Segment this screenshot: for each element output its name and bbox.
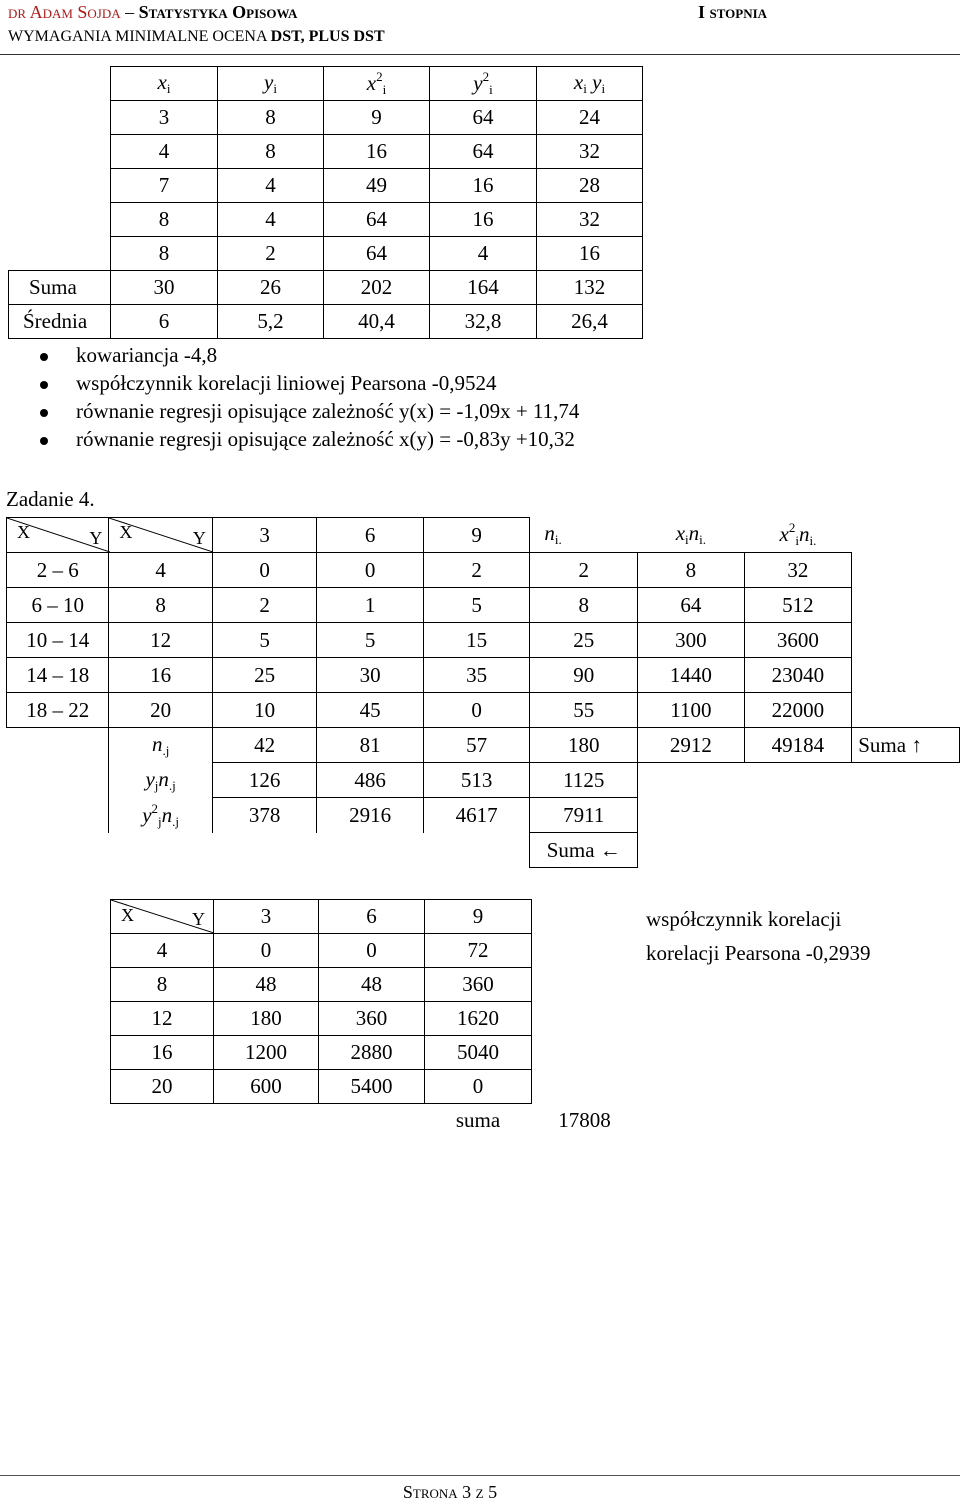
cell: 7911 [530, 798, 638, 833]
cell: 90 [530, 658, 638, 693]
class-mid: 12 [109, 623, 213, 658]
cell: 4 [218, 203, 324, 237]
cell: 25 [212, 658, 316, 693]
cell: 4617 [423, 798, 530, 833]
author-prefix: dr [8, 2, 27, 22]
mean-row [9, 305, 643, 339]
cell: 164 [430, 271, 537, 305]
cell: 486 [317, 763, 424, 798]
cell: 2 [218, 237, 324, 271]
requirements-line [8, 28, 385, 46]
table-row [111, 934, 638, 968]
cell: 81 [317, 728, 424, 763]
cell: 32 [744, 553, 852, 588]
cell: 8 [111, 237, 218, 271]
cell: 32 [537, 203, 643, 237]
cell: 12 [111, 1002, 214, 1036]
cell: 49184 [744, 728, 852, 763]
table-row [9, 101, 643, 135]
cell: 5400 [319, 1070, 425, 1104]
cell: 64 [430, 135, 537, 169]
header-xiyi: $x_i$ $y_i$ [537, 67, 643, 101]
cell: 378 [212, 798, 316, 833]
header-yi2: $y^2_i$ [430, 67, 537, 101]
header-title [8, 2, 297, 23]
cell: 45 [317, 693, 424, 728]
header-rule [0, 54, 960, 55]
class-range: 14 – 18 [7, 658, 109, 693]
table-row [7, 658, 960, 693]
cell: 32,8 [430, 305, 537, 339]
cell: 49 [324, 169, 430, 203]
cell: 64 [324, 203, 430, 237]
cell: 180 [530, 728, 638, 763]
header-x2ini: $x^2_in_{i.}$ [779, 520, 817, 549]
footer-rule [0, 1475, 960, 1476]
cell: 8 [218, 135, 324, 169]
mean-label: Średnia [9, 305, 111, 339]
class-mid: 8 [109, 588, 213, 623]
task-title: Zadanie 4. [6, 487, 95, 511]
class-range: 18 – 22 [7, 693, 109, 728]
cell: 6 [111, 305, 218, 339]
header-ni: $n_{i.}$ [544, 521, 562, 548]
cell: 40,4 [324, 305, 430, 339]
cell: 0 [425, 1070, 532, 1104]
cell: 1100 [638, 693, 745, 728]
page-number: Strona 3 z 5 [402, 1482, 498, 1502]
cell: 2 [212, 588, 316, 623]
cell: 513 [423, 763, 530, 798]
nj-label: $n_{.j}$ [109, 728, 213, 763]
cell: 55 [530, 693, 638, 728]
left-arrow-icon: ← [599, 837, 621, 862]
table-row [9, 135, 643, 169]
requirements-prefix: WYMAGANIA MINIMALNE OCENA [8, 28, 267, 45]
cell: 1440 [638, 658, 745, 693]
class-mid: 20 [109, 693, 213, 728]
cell: 2 [530, 553, 638, 588]
cell: 2916 [317, 798, 424, 833]
header-xi: $x_i$ [111, 67, 218, 101]
up-arrow-icon: ↑ [911, 732, 922, 757]
cell: 5 [317, 623, 424, 658]
page-header [0, 0, 960, 56]
subject-name: Statystyka Opisowa [138, 2, 298, 22]
cell: 16 [111, 1036, 214, 1070]
class-range: 6 – 10 [7, 588, 109, 623]
study-level: I stopnia [698, 2, 768, 22]
cell: 42 [212, 728, 316, 763]
y-value-header: 6 [319, 900, 425, 934]
cell: 0 [317, 553, 424, 588]
table-row [9, 169, 643, 203]
cell: 4 [430, 237, 537, 271]
sum-label: suma [455, 1108, 501, 1132]
cell: 5,2 [218, 305, 324, 339]
yn-row [7, 763, 960, 798]
corner-y: Y [89, 528, 103, 548]
table-header-row [9, 67, 643, 101]
cell: 1125 [530, 763, 638, 798]
corner-cell [111, 900, 214, 934]
sum-value: 17808 [558, 1107, 611, 1132]
cell: 8 [111, 203, 218, 237]
cell: 35 [423, 658, 530, 693]
cell: 48 [214, 968, 319, 1002]
y-value-header: 9 [425, 900, 532, 934]
cell: 9 [324, 101, 430, 135]
y-value-header: 3 [212, 518, 316, 553]
table-header-row [111, 900, 638, 934]
cell: 64 [430, 101, 537, 135]
row-sum-label: Suma ↑ [852, 728, 960, 763]
cell: 5 [212, 623, 316, 658]
header-xi2: $x^2_i$ [324, 67, 430, 101]
cell: 4 [111, 135, 218, 169]
table-row [7, 588, 960, 623]
header-xini: $x_in_{i.}$ [675, 521, 707, 548]
products-table [110, 899, 638, 1137]
table-row [111, 1036, 638, 1070]
cell: 512 [744, 588, 852, 623]
corner-x: X [119, 522, 133, 542]
corner-cell [7, 518, 109, 553]
corner-y: Y [192, 909, 205, 929]
table-row [9, 203, 643, 237]
nj-row [7, 728, 960, 763]
requirements-grades: DST, PLUS DST [270, 28, 385, 45]
correlation-note-line2: korelacji Pearsona -0,2939 [646, 941, 871, 965]
cell: 22000 [744, 693, 852, 728]
table-row [111, 1002, 638, 1036]
results-list [40, 343, 579, 455]
cell: 360 [425, 968, 532, 1002]
cell: 360 [319, 1002, 425, 1036]
y-value-header: 9 [423, 518, 530, 553]
cell: 24 [537, 101, 643, 135]
cell: 32 [537, 135, 643, 169]
list-item: równanie regresji opisujące zależność y(x) = -1,09x + 11,74 [40, 399, 579, 427]
cell: 3600 [744, 623, 852, 658]
cell: 26,4 [537, 305, 643, 339]
header-dash: – [125, 2, 135, 22]
list-item: współczynnik korelacji liniowej Pearsona -0,9524 [40, 371, 579, 399]
cell: 3 [111, 101, 218, 135]
cell: 126 [212, 763, 316, 798]
corner-x: X [17, 522, 30, 542]
yn-label: $y_jn_{.j}$ [109, 763, 213, 798]
cell: 26 [218, 271, 324, 305]
cell: 0 [423, 693, 530, 728]
col-sum-row [7, 833, 960, 868]
corner-cell [109, 518, 213, 553]
col-sum-label: Suma ← [530, 833, 638, 868]
list-item: równanie regresji opisujące zależność x(y) = -0,83y +10,32 [40, 427, 579, 455]
corner-y: Y [192, 528, 206, 548]
cell: 16 [537, 237, 643, 271]
cell: 15 [423, 623, 530, 658]
cell: 4 [218, 169, 324, 203]
sum-row [111, 1104, 638, 1138]
cell: 20 [111, 1070, 214, 1104]
cell: 600 [214, 1070, 319, 1104]
cell: 16 [324, 135, 430, 169]
correlation-note-line1: współczynnik korelacji [646, 907, 842, 931]
y-value-header: 3 [214, 900, 319, 934]
cell: 64 [638, 588, 745, 623]
sum-label: Suma [9, 271, 111, 305]
cell: 2880 [319, 1036, 425, 1070]
cell: 300 [638, 623, 745, 658]
cell: 8 [218, 101, 324, 135]
cell: 132 [537, 271, 643, 305]
table-row [111, 968, 638, 1002]
cell: 28 [537, 169, 643, 203]
cell: 0 [214, 934, 319, 968]
cell: 30 [317, 658, 424, 693]
cell: 57 [423, 728, 530, 763]
list-item: kowariancja -4,8 [40, 343, 579, 371]
cell: 7 [111, 169, 218, 203]
corner-x: X [121, 905, 134, 925]
cell: 64 [324, 237, 430, 271]
cell: 30 [111, 271, 218, 305]
header-yi: $y_i$ [218, 67, 324, 101]
table-row [7, 623, 960, 658]
cell: 202 [324, 271, 430, 305]
class-mid: 16 [109, 658, 213, 693]
cell: 1200 [214, 1036, 319, 1070]
cell: 0 [212, 553, 316, 588]
y2n-label: $y^2_jn_{.j}$ [109, 798, 213, 833]
table-header-row [7, 518, 960, 553]
table-row [7, 693, 960, 728]
y-value-header: 6 [317, 518, 424, 553]
cell: 5040 [425, 1036, 532, 1070]
cell: 180 [214, 1002, 319, 1036]
cell: 0 [319, 934, 425, 968]
table-row [7, 553, 960, 588]
cell: 16 [430, 169, 537, 203]
cell: 1 [317, 588, 424, 623]
cell: 72 [425, 934, 532, 968]
cell: 8 [638, 553, 745, 588]
class-range: 10 – 14 [7, 623, 109, 658]
sum-row [9, 271, 643, 305]
cell: 5 [423, 588, 530, 623]
author-name: Adam Sojda [29, 2, 121, 22]
cell: 16 [430, 203, 537, 237]
cell: 8 [530, 588, 638, 623]
cell: 4 [111, 934, 214, 968]
table-row [9, 237, 643, 271]
cell: 2912 [638, 728, 745, 763]
cell: 48 [319, 968, 425, 1002]
stats-table [8, 66, 643, 339]
cell: 23040 [744, 658, 852, 693]
cell: 1620 [425, 1002, 532, 1036]
y2n-row [7, 798, 960, 833]
cell: 10 [212, 693, 316, 728]
cell: 25 [530, 623, 638, 658]
class-range: 2 – 6 [7, 553, 109, 588]
cell: 2 [423, 553, 530, 588]
table-row [111, 1070, 638, 1104]
class-mid: 4 [109, 553, 213, 588]
cell: 8 [111, 968, 214, 1002]
correlation-table [6, 517, 960, 868]
